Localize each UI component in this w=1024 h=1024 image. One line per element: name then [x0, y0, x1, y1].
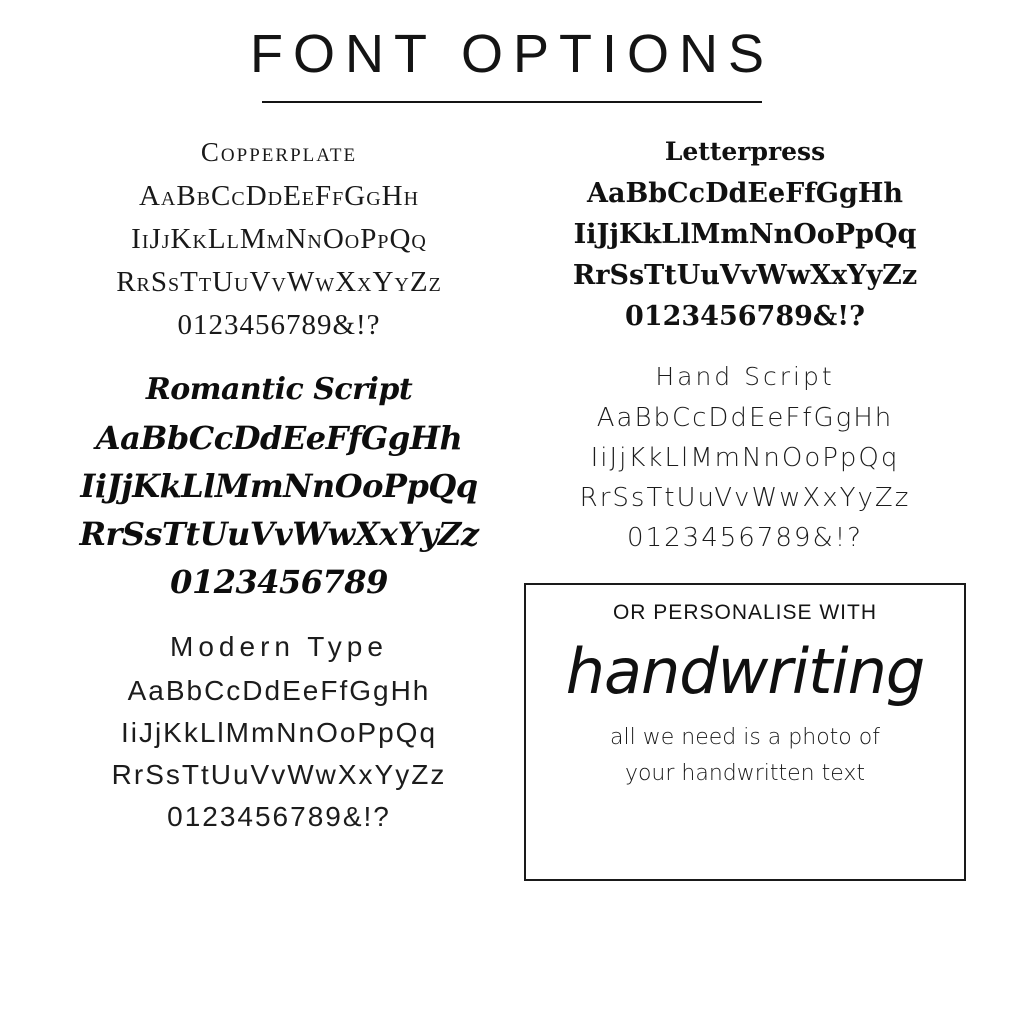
- handwriting-sub-line-1: all we need is a photo of: [610, 725, 880, 751]
- font-line: IiJjKkLlMmNnOoPpQq: [590, 442, 900, 473]
- font-line: IiJjKkLlMmNnOoPpQq: [131, 222, 427, 255]
- font-line: IiJjKkLlMmNnOoPpQq: [120, 716, 438, 748]
- font-sample-hand-script: [524, 362, 966, 553]
- handwriting-word: handwriting: [565, 634, 925, 708]
- font-line: RrSsTtUuVvWwXxYyZz: [79, 514, 479, 553]
- font-line: AaBbCcDdEeFfGgHh: [138, 179, 420, 212]
- handwriting-top-label: OR PERSONALISE WITH: [612, 600, 878, 624]
- font-line: RrSsTtUuVvWwXxYyZz: [111, 758, 447, 790]
- font-line: 0123456789&!?: [625, 300, 865, 332]
- font-line: 0123456789: [170, 562, 388, 601]
- handwriting-sub-line-2: your handwritten text: [624, 761, 866, 787]
- font-line: AaBbCcDdEeFfGgHh: [596, 402, 894, 433]
- font-line: 0123456789&!?: [627, 522, 863, 553]
- font-sample-letterpress: [524, 137, 966, 332]
- font-line: 0123456789&!?: [177, 308, 381, 341]
- title-block: [0, 0, 1024, 103]
- left-column: [40, 137, 512, 881]
- font-name-modern-type: Modern Type: [170, 630, 388, 662]
- font-sample-modern-type: [58, 631, 500, 833]
- font-line: AaBbCcDdEeFfGgHh: [127, 674, 431, 706]
- font-name-letterpress: Letterpress: [664, 136, 826, 166]
- font-name-copperplate: Copperplate: [200, 136, 358, 167]
- font-columns: [0, 103, 1024, 881]
- font-sample-romantic-script: [58, 372, 500, 601]
- font-line: IiJjKkLlMmNnOoPpQq: [80, 466, 478, 505]
- font-line: RrSsTtUuVvWwXxYyZz: [579, 482, 911, 513]
- font-line: AaBbCcDdEeFfGgHh: [587, 177, 903, 209]
- font-line: RrSsTtUuVvWwXxYyZz: [116, 265, 442, 298]
- font-name-hand-script: Hand Script: [655, 361, 835, 391]
- page-title: FONT OPTIONS: [249, 24, 775, 84]
- font-line: 0123456789&!?: [167, 800, 391, 832]
- font-name-romantic-script: Romantic Script: [145, 371, 413, 407]
- font-line: AaBbCcDdEeFfGgHh: [95, 418, 463, 457]
- font-line: RrSsTtUuVvWwXxYyZz: [572, 259, 918, 291]
- personalise-handwriting-box: [524, 583, 966, 881]
- right-column: [512, 137, 984, 881]
- font-sample-copperplate: [58, 137, 500, 342]
- font-line: IiJjKkLlMmNnOoPpQq: [573, 218, 917, 250]
